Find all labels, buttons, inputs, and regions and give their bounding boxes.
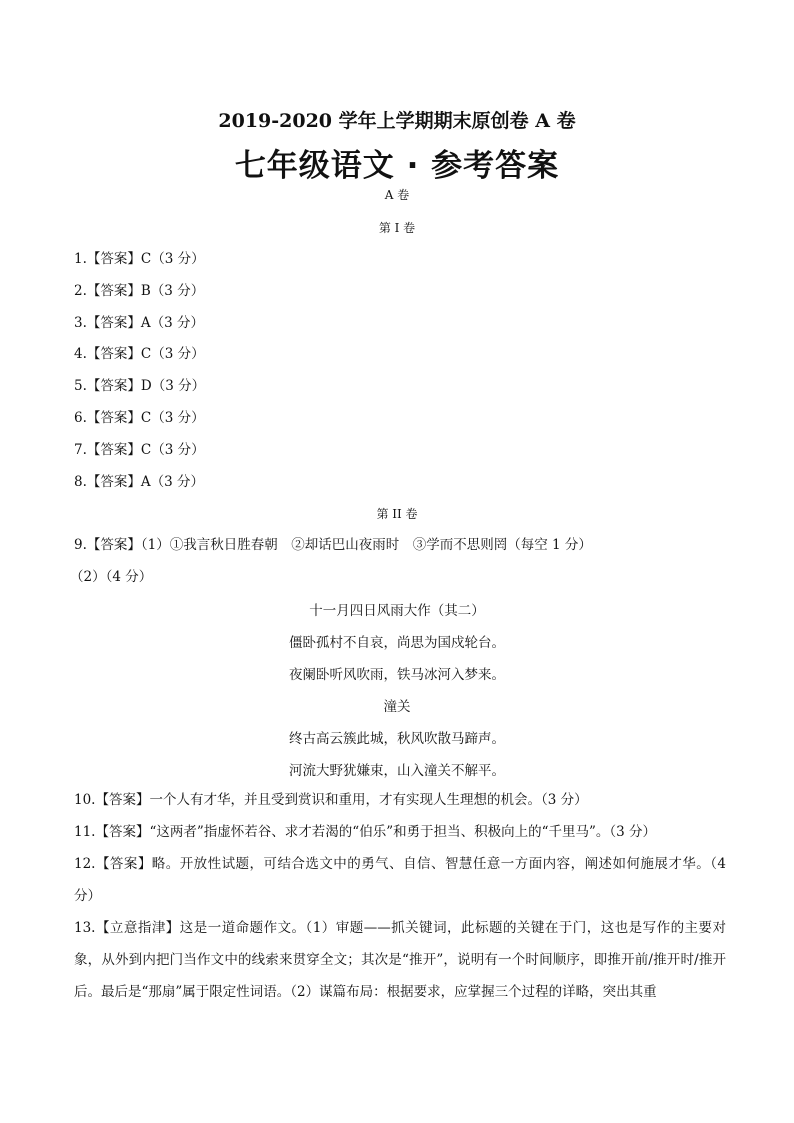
answer-line bbox=[74, 249, 205, 269]
answer-number: 8. bbox=[74, 474, 87, 490]
answer-tag: 【答案】 bbox=[95, 824, 150, 840]
answer-text: “这两者”指虚怀若谷、求才若渴的“伯乐”和勇于担当、积极向上的“千里马”。（3 分） bbox=[149, 824, 657, 840]
answer-number: 1. bbox=[74, 251, 87, 267]
answer-number: 7. bbox=[74, 442, 87, 458]
answer-text: 一个人有才华，并且受到赏识和重用，才有实现人生理想的机会。（3 分） bbox=[149, 792, 588, 808]
answer-paragraph-q12 bbox=[74, 848, 726, 912]
answer-line-q10 bbox=[74, 790, 588, 810]
answer-number: 13. bbox=[74, 920, 96, 936]
answer-tag: 【答案】 bbox=[86, 346, 141, 362]
answer-text: B（3 分） bbox=[140, 283, 205, 299]
poem-title: 潼关 bbox=[383, 699, 411, 715]
answer-number: 5. bbox=[74, 378, 87, 394]
answer-tag: 【答案】 bbox=[86, 537, 141, 553]
answer-text: 这是一道命题作文。（1）审题——抓关键词，此标题的关键在于门，这也是写作的主要对象，从外到内把门当作文中的线索来贯穿全文；其次是“推开”，说明有一个时间顺序，即推开前/推开时/推开后。最后是“那扇”属于限定性词语。（2）谋篇布局：根据要求，应掌握三个过程的详略，突出其重 bbox=[74, 920, 726, 1000]
exam-title: 2019-2020 学年上学期期末原创卷 A 卷 bbox=[218, 110, 576, 132]
answer-tag: 【答案】 bbox=[86, 251, 141, 267]
answer-tag: 【答案】 bbox=[86, 378, 141, 394]
answer-text: （1）①我言秋日胜春朝 ②却话巴山夜雨时 ③学而不思则罔（每空 1 分） bbox=[140, 537, 592, 553]
answer-number: 2. bbox=[74, 283, 87, 299]
answer-number: 12. bbox=[74, 856, 96, 872]
answer-text: A（3 分） bbox=[140, 474, 205, 490]
answer-line-q9 bbox=[74, 535, 592, 555]
answer-line bbox=[74, 440, 205, 460]
answer-line bbox=[74, 313, 204, 333]
answer-line bbox=[74, 408, 205, 428]
answer-number: 9. bbox=[74, 537, 87, 553]
answer-text: C（3 分） bbox=[140, 410, 205, 426]
section-part-1: 第 I 卷 bbox=[378, 221, 416, 235]
answer-number: 4. bbox=[74, 346, 87, 362]
answer-tag: 【答案】 bbox=[86, 410, 141, 426]
answer-line bbox=[74, 281, 204, 301]
page-title: 七年级语文 · 参考答案 bbox=[234, 148, 560, 184]
answer-number: 11. bbox=[74, 824, 96, 840]
poem-title: 十一月四日风雨大作（其二） bbox=[309, 603, 485, 619]
answer-tag: 【答案】 bbox=[86, 315, 141, 331]
answer-line bbox=[74, 376, 205, 396]
answer-line bbox=[74, 344, 205, 364]
answer-tag: 【答案】 bbox=[86, 474, 141, 490]
section-volume-a: A 卷 bbox=[384, 188, 410, 202]
answer-tag: 【答案】 bbox=[86, 442, 141, 458]
answer-tag: 【答案】 bbox=[95, 792, 150, 808]
answer-tag: 【答案】 bbox=[86, 283, 141, 299]
answer-tag: 【答案】 bbox=[95, 856, 152, 872]
answer-text: D（3 分） bbox=[140, 378, 206, 394]
answer-paragraph-q13 bbox=[74, 912, 726, 1008]
answer-line-q11 bbox=[74, 822, 656, 842]
answer-number: 10. bbox=[74, 792, 96, 808]
answer-tag: 【立意指津】 bbox=[95, 920, 180, 936]
answer-text: 略。开放性试题，可结合选文中的勇气、自信、智慧任意一方面内容，阐述如何施展才华。（4 分） bbox=[74, 856, 727, 904]
poem-line: 终古高云簇此城，秋风吹散马蹄声。 bbox=[289, 731, 505, 747]
section-part-2: 第 II 卷 bbox=[376, 507, 418, 521]
answer-number: 6. bbox=[74, 410, 87, 426]
answer-text: A（3 分） bbox=[140, 315, 205, 331]
poem-line: 夜阑卧听风吹雨，铁马冰河入梦来。 bbox=[289, 667, 505, 683]
answer-number: 3. bbox=[74, 315, 87, 331]
answer-subpart: （2）（4 分） bbox=[70, 569, 153, 585]
answer-text: C（3 分） bbox=[140, 346, 205, 362]
answer-text: C（3 分） bbox=[140, 251, 205, 267]
poem-line: 河流大野犹嫌束，山入潼关不解平。 bbox=[289, 763, 505, 779]
answer-line bbox=[74, 472, 204, 492]
answer-text: C（3 分） bbox=[140, 442, 205, 458]
poem-line: 僵卧孤村不自哀，尚思为国戍轮台。 bbox=[289, 635, 505, 651]
